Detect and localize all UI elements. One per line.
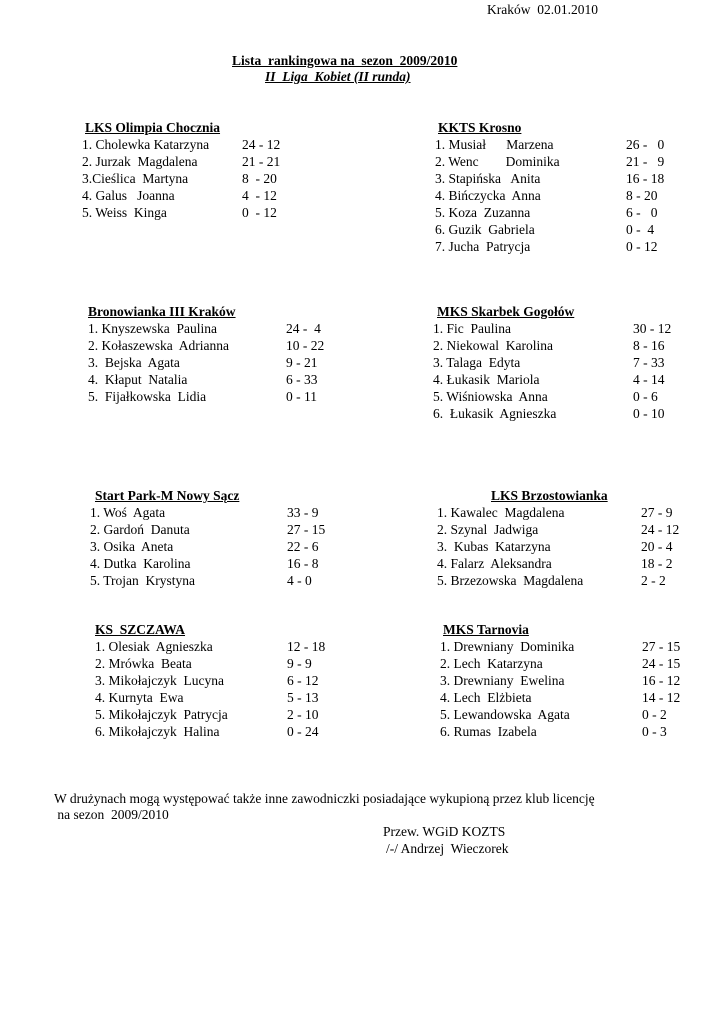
player-score: 21 - 21 — [242, 154, 281, 169]
document-subtitle: II Liga Kobiet (II runda) — [265, 69, 411, 84]
player-name: 3. Kubas Katarzyna — [437, 539, 551, 554]
player-score: 24 - 4 — [286, 321, 321, 336]
player-score: 18 - 2 — [641, 556, 673, 571]
player-name: 3. Mikołajczyk Lucyna — [95, 673, 224, 688]
player-score: 0 - 24 — [287, 724, 319, 739]
player-score: 0 - 12 — [626, 239, 658, 254]
player-score: 24 - 12 — [242, 137, 281, 152]
player-score: 10 - 22 — [286, 338, 325, 353]
player-name: 1. Knyszewska Paulina — [88, 321, 217, 336]
player-score: 4 - 14 — [633, 372, 665, 387]
footer-note-line1: W drużynach mogą występować także inne zawodniczki posiadające wykupioną przez klub licencję — [54, 791, 595, 806]
player-score: 12 - 18 — [287, 639, 326, 654]
player-name: 6. Guzik Gabriela — [435, 222, 535, 237]
player-name: 2. Lech Katarzyna — [440, 656, 543, 671]
player-name: 6. Mikołajczyk Halina — [95, 724, 220, 739]
player-name: 5. Lewandowska Agata — [440, 707, 570, 722]
player-score: 0 - 6 — [633, 389, 658, 404]
player-name: 3. Drewniany Ewelina — [440, 673, 565, 688]
team-name: Start Park-M Nowy Sącz — [95, 488, 240, 503]
player-name: 6. Łukasik Agnieszka — [433, 406, 557, 421]
document-title: Lista rankingowa na sezon 2009/2010 — [232, 53, 458, 68]
player-score: 0 - 12 — [242, 205, 277, 220]
player-score: 8 - 20 — [242, 171, 277, 186]
player-name: 2. Szynal Jadwiga — [437, 522, 539, 537]
player-score: 30 - 12 — [633, 321, 672, 336]
player-name: 2. Kołaszewska Adrianna — [88, 338, 229, 353]
player-score: 4 - 0 — [287, 573, 312, 588]
player-name: 1. Kawalec Magdalena — [437, 505, 565, 520]
player-name: 5. Brzezowska Magdalena — [437, 573, 584, 588]
player-score: 20 - 4 — [641, 539, 673, 554]
player-name: 1. Drewniany Dominika — [440, 639, 575, 654]
player-score: 0 - 11 — [286, 389, 317, 404]
player-score: 6 - 0 — [626, 205, 658, 220]
player-name: 2. Wenc Dominika — [435, 154, 560, 169]
player-score: 9 - 21 — [286, 355, 318, 370]
player-score: 27 - 15 — [287, 522, 326, 537]
player-name: 4. Bińczycka Anna — [435, 188, 541, 203]
team-name: MKS Skarbek Gogołów — [437, 304, 575, 319]
player-name: 5. Weiss Kinga — [82, 205, 167, 220]
player-score: 26 - 0 — [626, 137, 665, 152]
player-score: 0 - 2 — [642, 707, 667, 722]
player-score: 8 - 16 — [633, 338, 665, 353]
player-name: 5. Mikołajczyk Patrycja — [95, 707, 228, 722]
player-name: 4. Lech Elżbieta — [440, 690, 532, 705]
player-name: 5. Trojan Krystyna — [90, 573, 196, 588]
place-date: Kraków 02.01.2010 — [487, 2, 598, 17]
player-score: 8 - 20 — [626, 188, 658, 203]
player-name: 2. Mrówka Beata — [95, 656, 192, 671]
player-score: 27 - 9 — [641, 505, 673, 520]
team-name: KS SZCZAWA — [95, 622, 186, 637]
player-name: 1. Woś Agata — [90, 505, 166, 520]
player-score: 16 - 12 — [642, 673, 681, 688]
player-score: 7 - 33 — [633, 355, 665, 370]
player-name: 2. Gardoń Danuta — [90, 522, 190, 537]
player-score: 24 - 15 — [642, 656, 681, 671]
player-name: 5. Fijałkowska Lidia — [88, 389, 207, 404]
player-name: 3. Talaga Edyta — [433, 355, 521, 370]
player-score: 16 - 8 — [287, 556, 319, 571]
team-name: KKTS Krosno — [438, 120, 522, 135]
signature-name: /-/ Andrzej Wieczorek — [386, 841, 509, 856]
player-name: 1. Olesiak Agnieszka — [95, 639, 213, 654]
team-name: LKS Brzostowianka — [491, 488, 608, 503]
player-name: 7. Jucha Patrycja — [435, 239, 531, 254]
player-name: 3. Osika Aneta — [90, 539, 174, 554]
player-name: 1. Fic Paulina — [433, 321, 511, 336]
player-score: 4 - 12 — [242, 188, 277, 203]
player-score: 6 - 12 — [287, 673, 319, 688]
player-score: 0 - 10 — [633, 406, 665, 421]
footer-note-line2: na sezon 2009/2010 — [54, 807, 169, 822]
player-name: 5. Wiśniowska Anna — [433, 389, 548, 404]
player-name: 4. Dutka Karolina — [90, 556, 191, 571]
player-score: 9 - 9 — [287, 656, 312, 671]
player-name: 5. Koza Zuzanna — [435, 205, 531, 220]
player-name: 4. Galus Joanna — [82, 188, 175, 203]
player-name: 4. Kłaput Natalia — [88, 372, 188, 387]
player-name: 6. Rumas Izabela — [440, 724, 537, 739]
player-score: 2 - 10 — [287, 707, 319, 722]
player-score: 24 - 12 — [641, 522, 680, 537]
player-name: 4. Łukasik Mariola — [433, 372, 540, 387]
player-score: 33 - 9 — [287, 505, 319, 520]
player-score: 22 - 6 — [287, 539, 319, 554]
player-name: 3. Stapińska Anita — [435, 171, 541, 186]
signature-role: Przew. WGiD KOZTS — [383, 824, 506, 839]
player-score: 16 - 18 — [626, 171, 665, 186]
team-name: Bronowianka III Kraków — [88, 304, 236, 319]
player-score: 5 - 13 — [287, 690, 319, 705]
player-score: 6 - 33 — [286, 372, 318, 387]
player-score: 27 - 15 — [642, 639, 681, 654]
player-name: 3.Cieślica Martyna — [82, 171, 189, 186]
player-score: 21 - 9 — [626, 154, 665, 169]
player-name: 1. Musiał Marzena — [435, 137, 554, 152]
player-name: 4. Kurnyta Ewa — [95, 690, 184, 705]
player-name: 3. Bejska Agata — [88, 355, 180, 370]
player-name: 4. Falarz Aleksandra — [437, 556, 552, 571]
player-name: 2. Jurzak Magdalena — [82, 154, 198, 169]
team-name: MKS Tarnovia — [443, 622, 529, 637]
player-name: 1. Cholewka Katarzyna — [82, 137, 210, 152]
player-score: 14 - 12 — [642, 690, 681, 705]
player-score: 0 - 3 — [642, 724, 667, 739]
player-score: 2 - 2 — [641, 573, 666, 588]
player-score: 0 - 4 — [626, 222, 655, 237]
team-name: LKS Olimpia Chocznia — [85, 120, 221, 135]
player-name: 2. Niekowal Karolina — [433, 338, 553, 353]
